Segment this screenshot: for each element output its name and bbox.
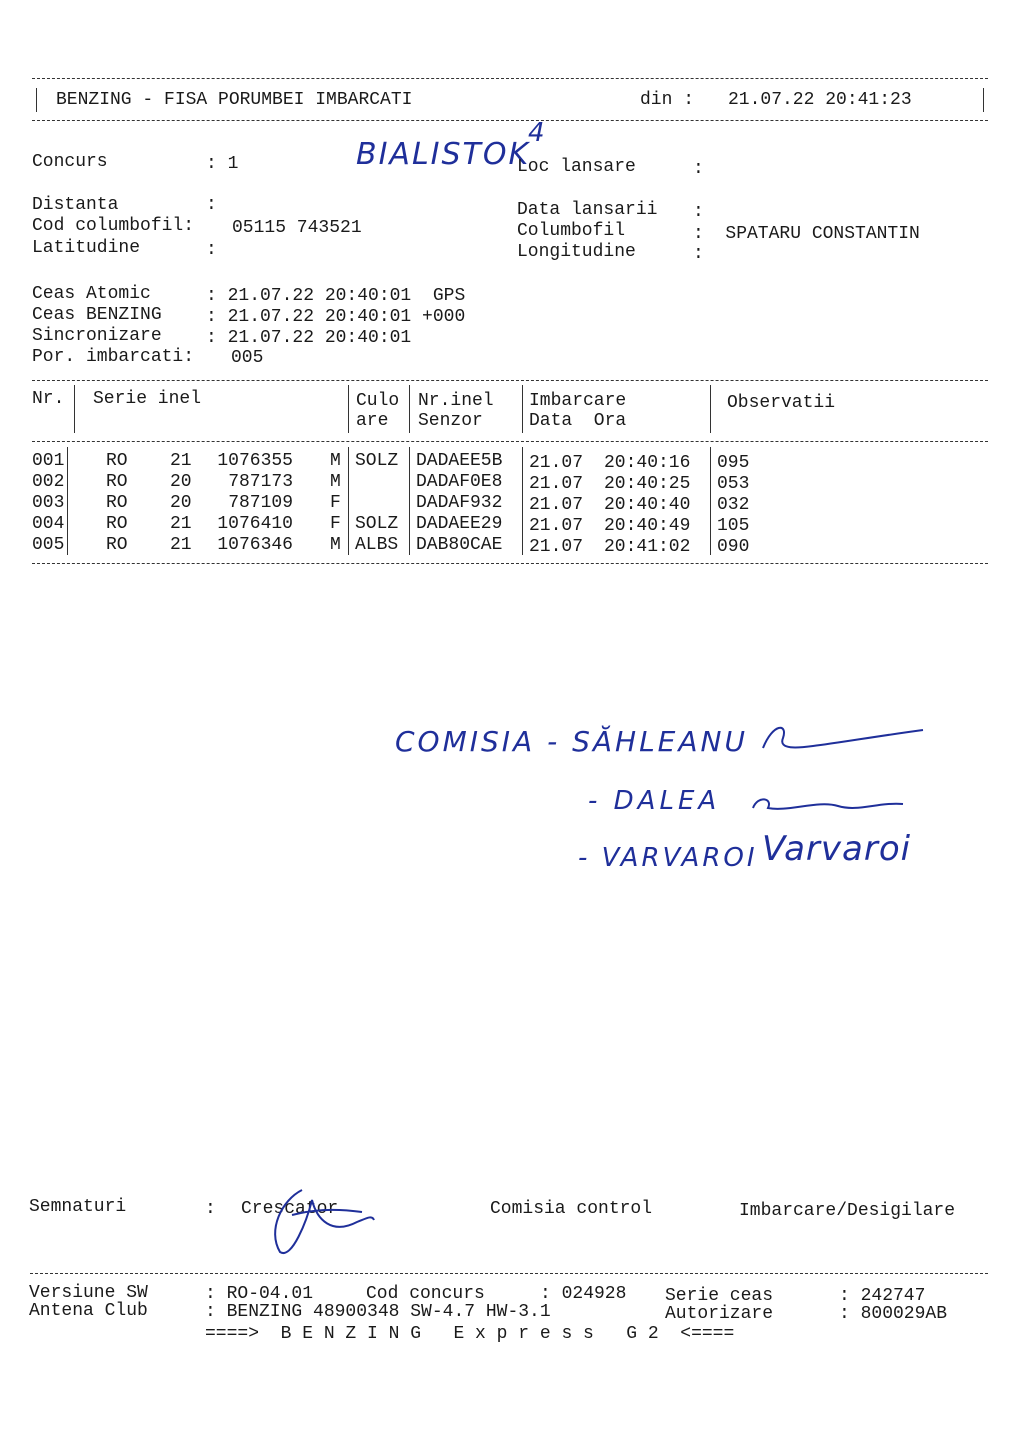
col-sep-imbarcare [710, 385, 711, 433]
row-sensor: DADAEE29 [416, 514, 503, 534]
table-bottom-rule [32, 563, 988, 564]
row-time: 20:40:40 [604, 495, 691, 515]
row-year: 21 [170, 535, 192, 555]
row-color: ALBS [355, 535, 399, 555]
col-header-culoare-2: are [356, 411, 389, 431]
autorizare-value: : 800029AB [839, 1304, 948, 1324]
row-time: 20:40:25 [604, 474, 691, 494]
handwritten-place: BIALISTOK [356, 137, 531, 172]
row-nr: 001 [32, 451, 65, 471]
col-header-serie-inel: Serie inel [93, 389, 202, 409]
row-obs: 032 [717, 495, 750, 515]
col-sep-imbarcare-body [710, 447, 711, 555]
header-bottom-rule [32, 120, 988, 121]
distanta-label: Distanta [32, 195, 119, 215]
benzing-banner: ====> B E N Z I N G E x p r e s s G 2 <==== [205, 1324, 735, 1344]
table-header-rule [32, 441, 988, 442]
signature-dalea [748, 790, 908, 820]
header-top-rule [32, 78, 988, 79]
row-country: RO [106, 493, 128, 513]
col-sep-nr-inel-body [522, 447, 523, 555]
longitudine-value: : [693, 244, 704, 264]
columbofil-value: : SPATARU CONSTANTIN [693, 224, 920, 244]
row-color: SOLZ [355, 451, 399, 471]
col-header-observatii: Observatii [727, 393, 836, 413]
row-time: 20:40:16 [604, 453, 691, 473]
loc-lansare-label: Loc lansare [517, 157, 636, 177]
table-top-rule [32, 380, 988, 381]
por-imbarcati-label: Por. imbarcati: [32, 347, 195, 367]
row-year: 21 [170, 514, 192, 534]
row-sensor: DADAF0E8 [416, 472, 503, 492]
col-sep-culoare [409, 385, 410, 433]
imbarcare-desigilare-label: Imbarcare/Desigilare [739, 1201, 956, 1221]
row-ring: 787109 [228, 493, 293, 513]
serie-ceas-value: : 242747 [839, 1286, 926, 1306]
row-year: 20 [170, 493, 192, 513]
ceas-benzing-label: Ceas BENZING [32, 305, 162, 325]
autorizare-label: Autorizare [665, 1304, 774, 1324]
row-obs: 053 [717, 474, 750, 494]
row-date: 21.07 [529, 453, 584, 473]
header-left-border [36, 88, 37, 112]
ceas-benzing-value: : 21.07.22 20:40:01 +000 [206, 307, 466, 327]
row-color: SOLZ [355, 514, 399, 534]
row-country: RO [106, 535, 128, 555]
cod-concurs-label: Cod concurs [366, 1284, 485, 1304]
row-obs: 105 [717, 516, 750, 536]
col-header-nr-inel-2: Senzor [418, 411, 483, 431]
row-country: RO [106, 514, 128, 534]
semnaturi-label: Semnaturi [29, 1197, 127, 1217]
signature-varvaroi: Varvaroi [762, 829, 912, 869]
document-title: BENZING - FISA PORUMBEI IMBARCATI [56, 90, 413, 110]
row-obs: 090 [717, 537, 750, 557]
concurs-value: : 1 [206, 154, 239, 174]
row-ring: 787173 [228, 472, 293, 492]
semnaturi-colon: : [205, 1199, 216, 1219]
row-nr: 002 [32, 472, 65, 492]
latitudine-label: Latitudine [32, 238, 141, 258]
signature-crescator [262, 1180, 382, 1260]
versiune-label: Versiune SW [29, 1283, 148, 1303]
row-sex: M [330, 451, 341, 471]
handwritten-comisia-line: COMISIA - SĂHLEANU [395, 725, 748, 758]
row-time: 20:41:02 [604, 537, 691, 557]
row-nr: 005 [32, 535, 65, 555]
row-country: RO [106, 472, 128, 492]
row-time: 20:40:49 [604, 516, 691, 536]
row-date: 21.07 [529, 516, 584, 536]
row-year: 20 [170, 472, 192, 492]
row-nr: 004 [32, 514, 65, 534]
col-header-culoare-1: Culo [356, 391, 400, 411]
row-ring: 1076410 [217, 514, 293, 534]
row-country: RO [106, 451, 128, 471]
distanta-value: : [206, 195, 217, 215]
row-sex: M [330, 535, 341, 555]
col-header-imbarcare-2: Data Ora [529, 411, 627, 431]
row-sensor: DADAF932 [416, 493, 503, 513]
col-sep-culoare-body [409, 447, 410, 555]
col-header-nr: Nr. [32, 389, 65, 409]
sincronizare-value: : 21.07.22 20:40:01 [206, 328, 412, 348]
cod-concurs-value: : 024928 [540, 1284, 627, 1304]
din-value: 21.07.22 20:41:23 [728, 90, 912, 110]
row-nr: 003 [32, 493, 65, 513]
row-year: 21 [170, 451, 192, 471]
data-lansarii-value: : [693, 202, 704, 222]
comisia-control-label: Comisia control [490, 1199, 653, 1219]
row-date: 21.07 [529, 495, 584, 515]
latitudine-value: : [206, 240, 217, 260]
crescator-label: Crescator [241, 1199, 339, 1219]
row-ring: 1076355 [217, 451, 293, 471]
columbofil-label: Columbofil [517, 221, 626, 241]
versiune-value: : RO-04.01 [205, 1284, 314, 1304]
col-sep-serie-body [348, 447, 349, 555]
handwritten-number: 4 [528, 118, 545, 148]
por-imbarcati-value: 005 [231, 348, 264, 368]
sincronizare-label: Sincronizare [32, 326, 162, 346]
row-sensor: DAB80CAE [416, 535, 503, 555]
col-header-imbarcare-1: Imbarcare [529, 391, 627, 411]
footer-rule [30, 1273, 988, 1274]
row-obs: 095 [717, 453, 750, 473]
col-sep-serie [348, 385, 349, 433]
antena-label: Antena Club [29, 1301, 148, 1321]
longitudine-label: Longitudine [517, 242, 636, 262]
row-sensor: DADAEE5B [416, 451, 503, 471]
serie-ceas-label: Serie ceas [665, 1286, 774, 1306]
ceas-atomic-label: Ceas Atomic [32, 284, 151, 304]
ceas-atomic-value: : 21.07.22 20:40:01 GPS [206, 286, 466, 306]
signature-sahleanu [758, 718, 928, 758]
data-lansarii-label: Data lansarii [517, 200, 658, 220]
col-sep-nr-body [67, 447, 68, 555]
col-sep-nr [74, 385, 75, 433]
handwritten-line3: - VARVAROI [578, 843, 758, 873]
din-label: din : [640, 90, 695, 110]
handwritten-line2: - DALEA [588, 786, 721, 816]
header-right-border [983, 88, 984, 112]
antena-value: : BENZING 48900348 SW-4.7 HW-3.1 [205, 1302, 551, 1322]
row-sex: F [330, 493, 341, 513]
row-date: 21.07 [529, 474, 584, 494]
concurs-label: Concurs [32, 152, 108, 172]
row-sex: F [330, 514, 341, 534]
row-date: 21.07 [529, 537, 584, 557]
cod-columbofil-value: 05115 743521 [232, 218, 362, 238]
row-ring: 1076346 [217, 535, 293, 555]
loc-lansare-value: : [693, 159, 704, 179]
col-header-nr-inel-1: Nr.inel [418, 391, 494, 411]
col-sep-nr-inel [522, 385, 523, 433]
cod-columbofil-label: Cod columbofil: [32, 216, 195, 236]
row-sex: M [330, 472, 341, 492]
